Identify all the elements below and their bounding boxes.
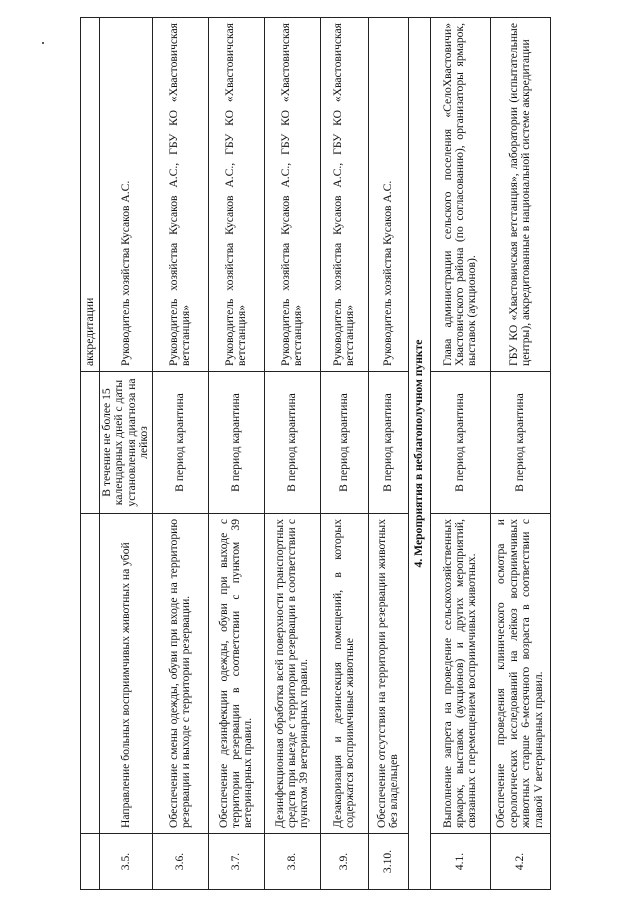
table-row: [368, 18, 408, 890]
measure-cell: [81, 514, 100, 834]
measure-cell: Обеспечение дезинфекции одежды, обуви при выходе с территории резервации в соответствии с пунктом 39 ветеринарных правил.: [208, 514, 264, 834]
responsible-cell: аккредитации: [81, 18, 100, 372]
table-row: [208, 18, 264, 890]
item-number-cell: 3.6.: [152, 834, 208, 890]
table-row: [430, 18, 490, 890]
item-number-cell: 3.7.: [208, 834, 264, 890]
section-heading-row: [408, 18, 430, 890]
responsible-cell: Руководитель хозяйства Кусаков А.С.: [100, 18, 153, 372]
item-number-cell: 3.8.: [264, 834, 320, 890]
responsible-cell: Руководитель хозяйства Кусаков А.С., ГБУ КО «Хвастовичская ветстанция»: [208, 18, 264, 372]
table-row: [490, 18, 550, 890]
term-cell: В период карантина: [208, 372, 264, 514]
table-row: [100, 18, 153, 890]
responsible-cell: Руководитель хозяйства Кусаков А.С., ГБУ КО «Хвастовичская ветстанция»: [264, 18, 320, 372]
responsible-cell: Руководитель хозяйства Кусаков А.С., ГБУ КО «Хвастовичская ветстанция»: [152, 18, 208, 372]
measure-cell: Выполнение запрета на проведение сельскохозяйственных ярмарок, выставок (аукционов) и других мероприятий, связанных с перемещением восприимчивых животных.: [430, 514, 490, 834]
measures-table-body: [81, 18, 551, 890]
measure-cell: Обеспечение проведения клинического осмотра и серологических исследований на лейкоз восприимчивых животных старше 6-месячного возраста в соответствии с главой V ветеринарных правил.: [490, 514, 550, 834]
measure-cell: Дезинфекционная обработка всей поверхности транспортных средств при выезде с территории резервации в соответствии с пунктом 39 ветеринарных правил.: [264, 514, 320, 834]
term-cell: В период карантина: [264, 372, 320, 514]
item-number-cell: 4.2.: [490, 834, 550, 890]
section-heading: 4. Мероприятия в неблагополучном пункте: [408, 18, 430, 890]
responsible-cell: Руководитель хозяйства Кусаков А.С.: [368, 18, 408, 372]
table-row: [81, 18, 100, 890]
table-row: [264, 18, 320, 890]
responsible-cell: Руководитель хозяйства Кусаков А.С., ГБУ КО «Хвастовичская ветстанция»: [320, 18, 368, 372]
term-cell: В период карантина: [430, 372, 490, 514]
measure-cell: Направление больных восприимчивых животных на убой: [100, 514, 153, 834]
item-number-cell: 3.9.: [320, 834, 368, 890]
term-cell: В течение не более 15 календарных дней с даты установления диагноза на лейкоз: [100, 372, 153, 514]
responsible-cell: ГБУ КО «Хвастовичская ветстанция», лаборатории (испытательные центры), аккредитованные в национальной системе аккредитации: [490, 18, 550, 372]
measure-cell: Дезакаризация и дезинсекция помещений, в которых содержатся восприимчивые животные: [320, 514, 368, 834]
item-number-cell: 3.10.: [368, 834, 408, 890]
measure-cell: Обеспечение смены одежды, обуви при входе на территорию резервации и выходе с территории резервации.: [152, 514, 208, 834]
item-number-cell: 3.5.: [100, 834, 153, 890]
item-number-cell: [81, 834, 100, 890]
measures-table: [80, 17, 551, 890]
term-cell: В период карантина: [368, 372, 408, 514]
item-number-cell: 4.1.: [430, 834, 490, 890]
measure-cell: Обеспечение отсутствия на территории резервации животных без владельцев: [368, 514, 408, 834]
table-row: [320, 18, 368, 890]
table-row: [152, 18, 208, 890]
responsible-cell: Глава администрации сельского поселения «СелоХвастовичи» Хвастовичского района (по согласованию), организаторы ярмарок, выставок (аукционов).: [430, 18, 490, 372]
term-cell: В период карантина: [320, 372, 368, 514]
term-cell: В период карантина: [152, 372, 208, 514]
term-cell: [81, 372, 100, 514]
term-cell: В период карантина: [490, 372, 550, 514]
